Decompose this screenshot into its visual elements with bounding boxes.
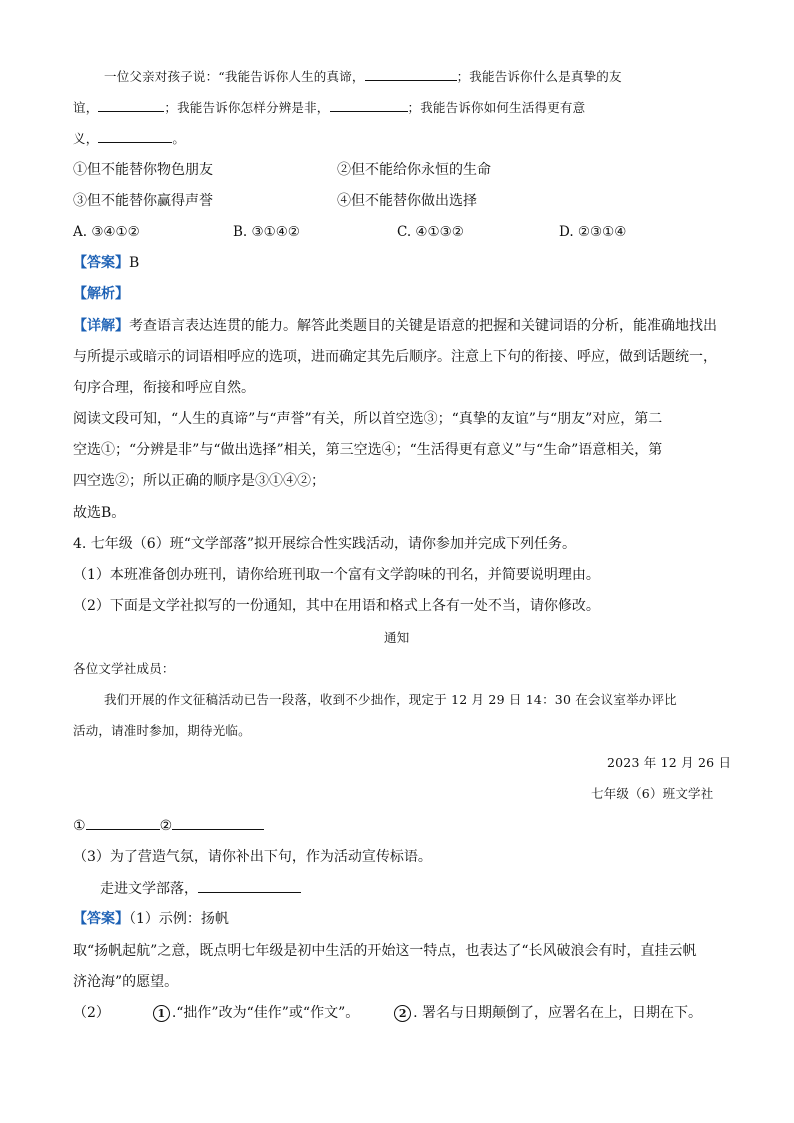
circled-number-1: 1 — [153, 1005, 170, 1022]
q3-option-4: ④但不能替你做出选择 — [337, 193, 477, 209]
slogan-prefix: 走进文学部落， — [100, 881, 198, 897]
correction-blank-2[interactable] — [172, 815, 264, 830]
q3-option-3: ③但不能替你赢得声誉 — [73, 193, 213, 209]
detail-line-5: 空选①；“分辨是非”与“做出选择”相关，第三空选④；“生活得更有意义”与“生命”语意相关，第 — [73, 442, 663, 458]
analysis-tag: 【解析】 — [73, 286, 129, 302]
q3-passage-text: 一位父亲对孩子说：“我能告诉你人生的真谛， — [104, 69, 365, 84]
q3-passage-line-3 — [73, 128, 185, 149]
detail-line-2: 与所提示或暗示的词语相呼应的选项，进而确定其先后顺序。注意上下句的衔接、呼应，做到话题统一， — [73, 349, 717, 365]
answer-item-1: .“拙作”改为“佳作”或“作文”。 — [171, 1005, 360, 1021]
q4-sub-1: （1）本班准备创办班刊，请你给班刊取一个富有文学韵味的刊名，并简要说明理由。 — [73, 567, 600, 583]
choice-d[interactable]: D. ②③①④ — [559, 224, 627, 240]
q3-passage-line-2 — [73, 97, 585, 118]
q3-passage-line-1 — [104, 66, 622, 87]
q3-passage-text: 义， — [73, 131, 99, 146]
q3-option-2: ②但不能给你永恒的生命 — [337, 162, 491, 178]
notice-signature: 七年级（6）班文学社 — [591, 786, 714, 801]
detail-line-3: 句序合理，衔接和呼应自然。 — [73, 380, 255, 396]
notice-salutation: 各位文学社成员： — [73, 661, 175, 676]
q3-passage-text: ；我能告诉你如何生活得更有意 — [407, 100, 586, 115]
detail-line-6: 四空选②；所以正确的顺序是③①④②； — [73, 473, 325, 489]
correction-blanks — [73, 815, 264, 836]
choice-c[interactable]: C. ④①③② — [397, 224, 464, 240]
q3-answer — [73, 253, 139, 273]
answer-label: （2） — [73, 1005, 110, 1021]
blank-label-1: ① — [73, 818, 86, 834]
blank-label-2: ② — [159, 818, 173, 834]
answer-blank-4[interactable] — [98, 128, 172, 143]
q4-answer-line-1 — [73, 909, 229, 929]
q4-answer-line-2 — [73, 1003, 702, 1023]
detail-line-7: 故选B。 — [73, 505, 126, 521]
q3-passage-text: 。 — [172, 131, 186, 146]
circled-number-2: 2 — [394, 1005, 411, 1022]
detail-text: 考查语言表达连贯的能力。解答此类题目的关键是语意的把握和关键词语的分析，能准确地找出 — [129, 318, 717, 334]
notice-date: 2023 年 12 月 26 日 — [607, 755, 732, 770]
detail-tag: 【详解】 — [73, 318, 129, 334]
detail-line-1 — [73, 316, 717, 336]
detail-line-4: 阅读文段可知，“人生的真谛”与“声誉”有关，所以首空选③；“真挚的友谊”与“朋友”对应，第二 — [73, 411, 663, 427]
q4-answer-reason-2: 济沧海”的愿望。 — [73, 974, 179, 990]
choice-b[interactable]: B. ③①④② — [233, 224, 300, 240]
correction-blank-1[interactable] — [86, 815, 160, 830]
answer-item-2: . 署名与日期颠倒了，应署名在上，日期在下。 — [413, 1005, 703, 1021]
notice-title: 通知 — [384, 630, 410, 645]
answer-tag: 【答案】 — [73, 255, 129, 271]
q3-passage-text: ；我能告诉你怎样分辨是非， — [164, 100, 330, 115]
answer-blank-1[interactable] — [365, 66, 457, 81]
answer-blank-2[interactable] — [98, 97, 164, 112]
q3-option-1: ①但不能替你物色朋友 — [73, 162, 213, 178]
answer-tag: 【答案】 — [73, 911, 129, 927]
q3-passage-text: ；我能告诉你什么是真挚的友 — [456, 69, 622, 84]
notice-body-line-1: 我们开展的作文征稿活动已告一段落，收到不少拙作，现定于 12 月 29 日 14：30 在会议室举办评比 — [104, 692, 677, 707]
q4-stem: 4. 七年级（6）班“文学部落”拟开展综合性实践活动，请你参加并完成下列任务。 — [73, 536, 577, 552]
q3-passage-text: 谊， — [73, 100, 99, 115]
q4-answer-reason-1: 取“扬帆起航”之意，既点明七年级是初中生活的开始这一特点，也表达了“长风破浪会有时，直挂云帆 — [73, 943, 697, 959]
slogan-blank[interactable] — [198, 878, 301, 893]
slogan-line — [100, 878, 301, 899]
q4-sub-2: （2）下面是文学社拟写的一份通知，其中在用语和格式上各有一处不当，请你修改。 — [73, 598, 600, 614]
answer-value: B — [129, 255, 140, 271]
answer-text: （1）示例：扬帆 — [129, 911, 229, 927]
notice-body-line-2: 活动，请准时参加，期待光临。 — [73, 723, 251, 738]
answer-blank-3[interactable] — [330, 97, 408, 112]
q4-sub-3: （3）为了营造气氛，请你补出下句，作为活动宣传标语。 — [73, 849, 432, 865]
choice-a[interactable]: A. ③④①② — [73, 224, 140, 240]
